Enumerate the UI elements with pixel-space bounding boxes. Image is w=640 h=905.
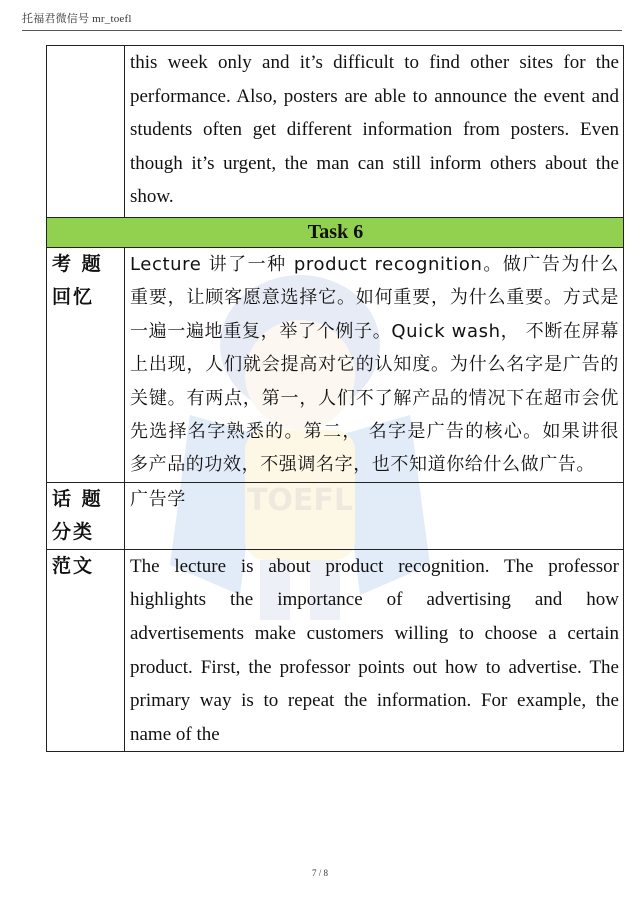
- topic-row: [47, 482, 624, 549]
- recall-label: 考 题 回忆: [47, 248, 125, 483]
- sample-label: 范文: [47, 549, 125, 752]
- page-number: 7 / 8: [311, 868, 328, 878]
- task-table: [46, 45, 624, 752]
- topic-label: 话 题 分类: [47, 482, 125, 549]
- continued-row: [47, 46, 624, 218]
- watermark-text: TOEFL: [246, 483, 354, 518]
- task-title-row: [47, 218, 624, 248]
- sample-content: The lecture is about product recognition. The professor highlights the importance of advertising and how advertisements make customers willing to choose a certain product. First, the professor points out how to advertise. The primary way is to repeat the information. For example, the name of the: [125, 549, 624, 752]
- header-rule: [22, 30, 622, 31]
- topic-content: 广告学: [125, 482, 624, 549]
- empty-label-cell: [47, 46, 125, 218]
- header-account: 托福君微信号 mr_toefl: [22, 13, 132, 25]
- continued-text: this week only and it’s difficult to find other sites for the performance. Also, posters are able to announce the event and students often get different information from posters. Even though it’s urgent, the man can still inform others about the show.: [125, 46, 624, 218]
- task-title: Task 6: [47, 218, 624, 248]
- sample-row: [47, 549, 624, 752]
- recall-content: Lecture 讲了一种 product recognition。做广告为什么重要，让顾客愿意选择它。如何重要，为什么重要。方式是一遍一遍地重复，举了个例子。Quick wash， 不断在屏幕上出现，人们就会提高对它的认知度。为什么名字是广告的关键。有两点，第一，人们不了解产品的情况下在超市会优先选择名字熟悉的。第二， 名字是广告的核心。如果讲很多产品的功效，不强调名字，也不知道你给什么做广告。: [125, 248, 624, 483]
- recall-row: [47, 248, 624, 483]
